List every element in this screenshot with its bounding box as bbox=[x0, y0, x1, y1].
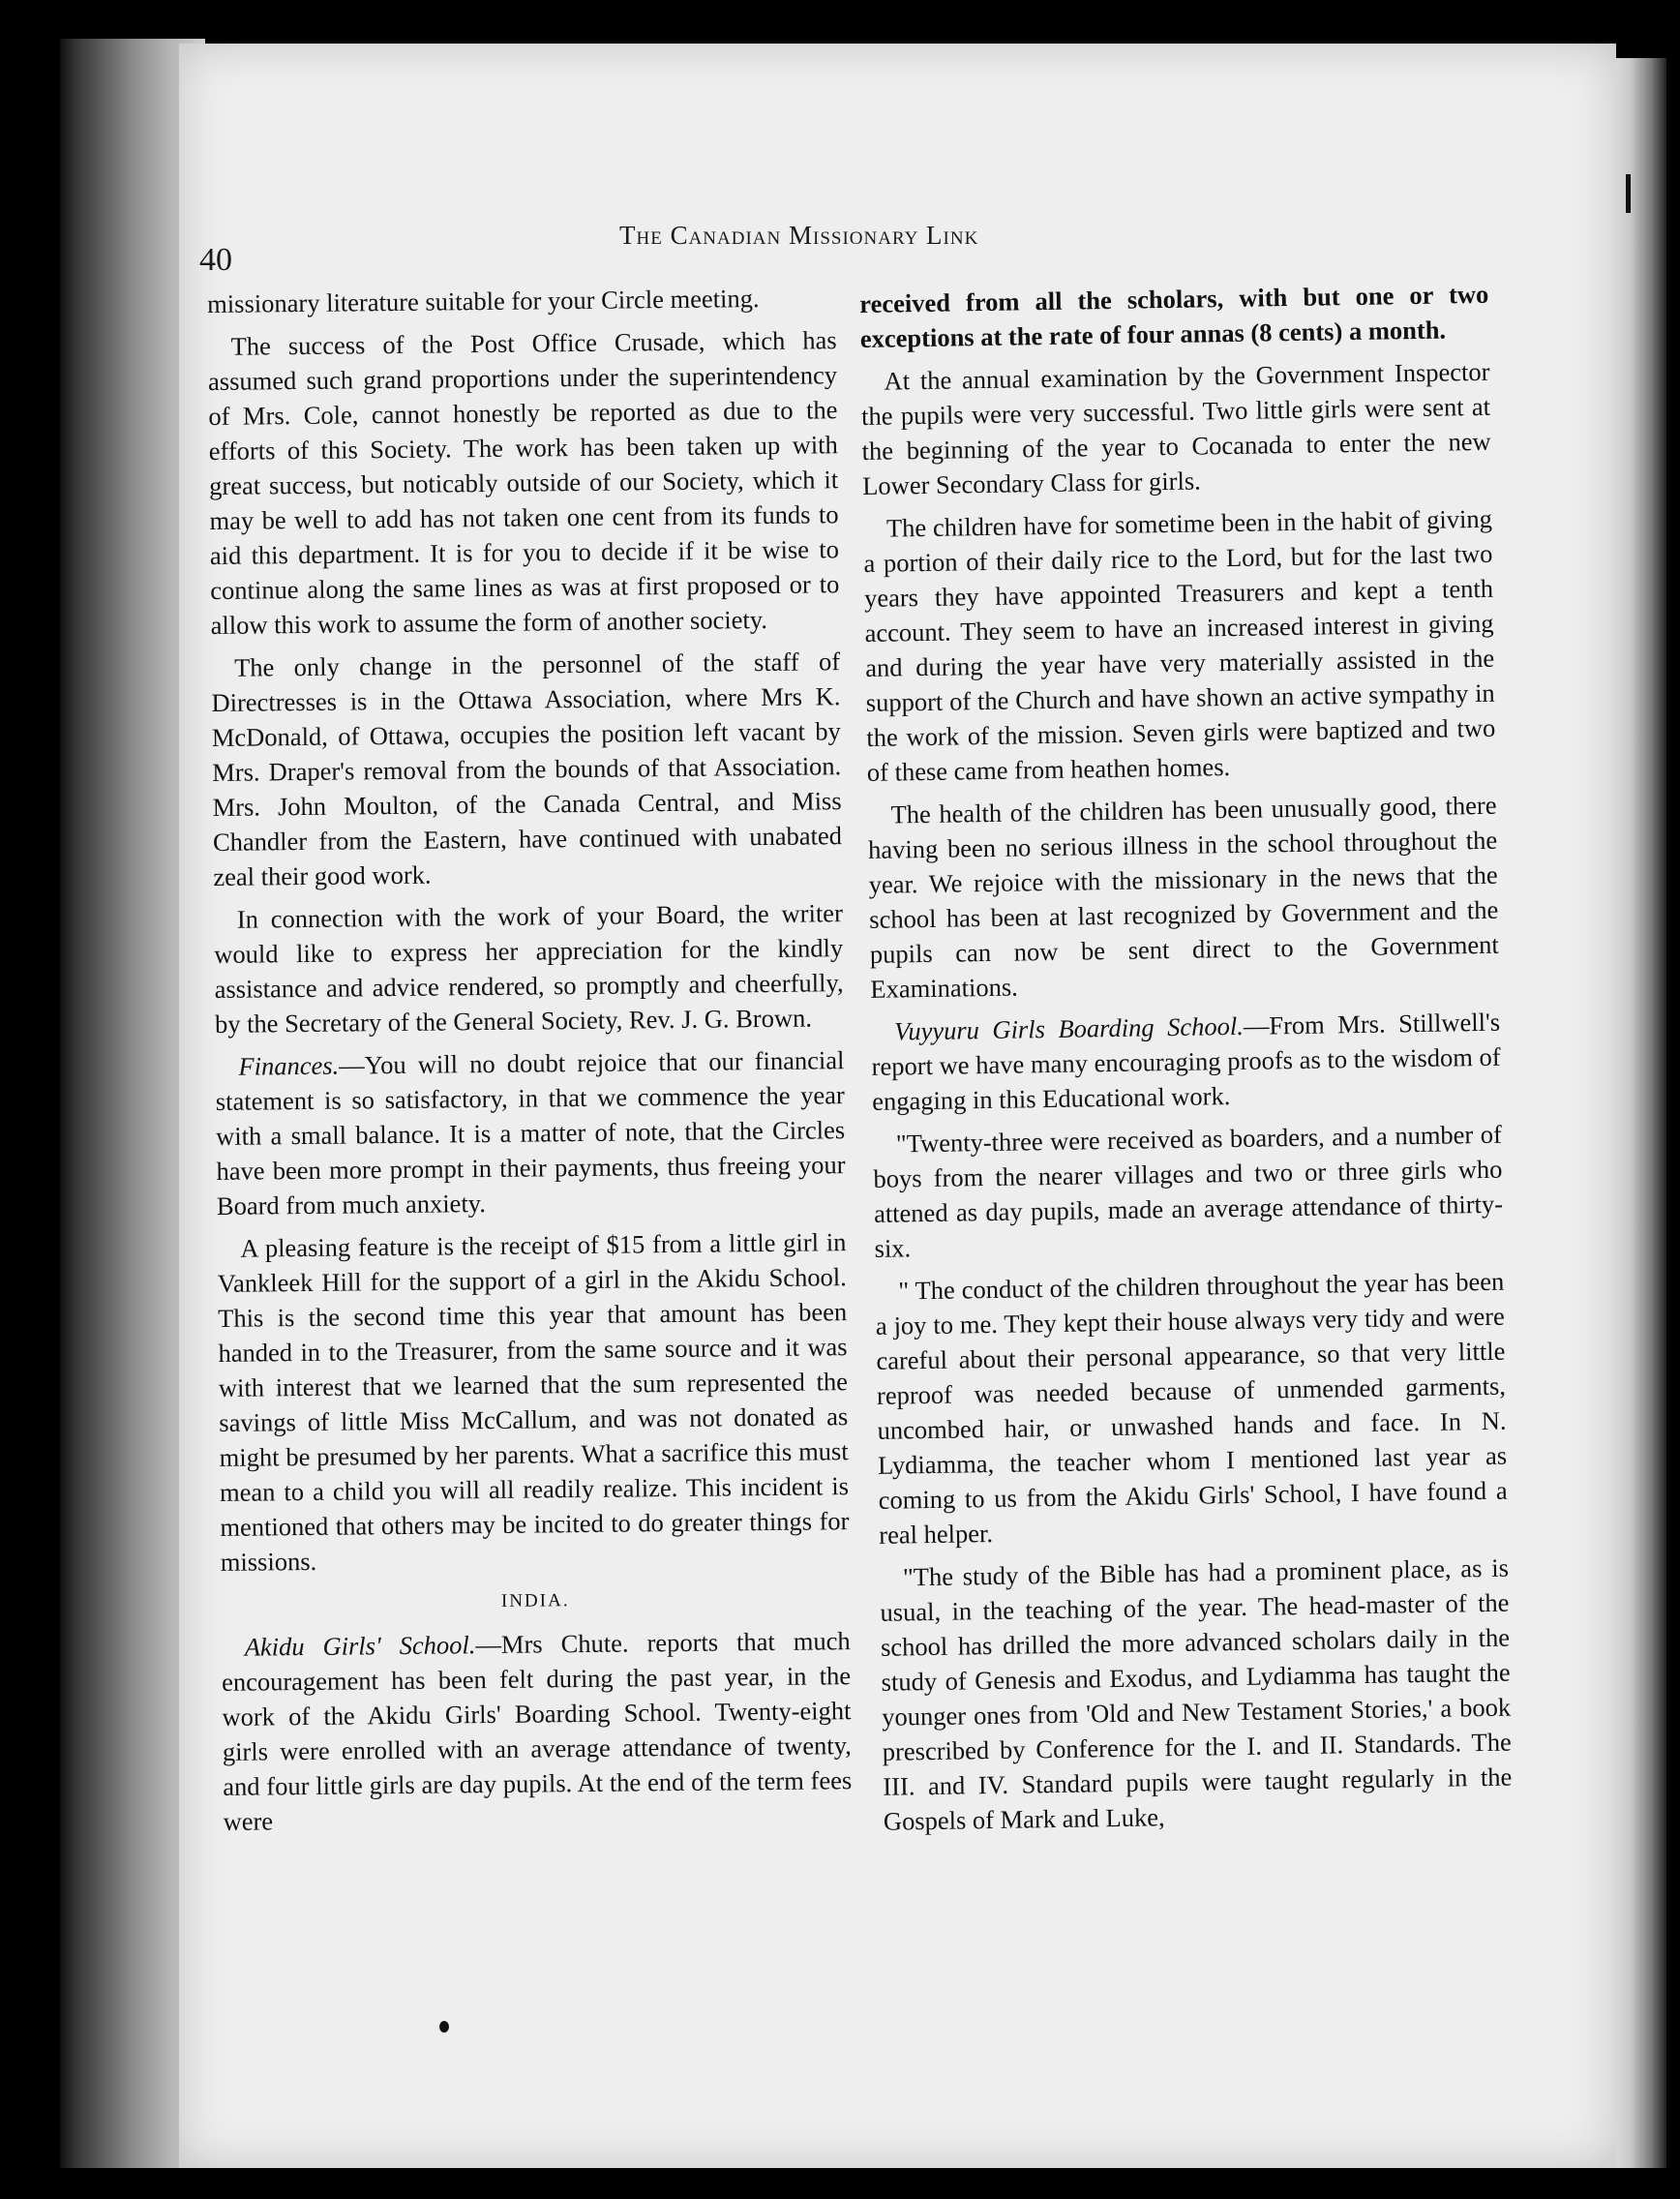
journal-title: The Canadian Missionary Link bbox=[619, 221, 979, 250]
paragraph: In connection with the work of your Board, the writer would like to express her appreciation for the kindly assistance and advice rendered, so promptly and cheerfully, by the Secretary of the General Society, Rev. J. G. Brown. bbox=[214, 898, 844, 1039]
right-column bbox=[859, 277, 1513, 1847]
paragraph-text: —Mrs Chute. reports that much encouragement has been felt during the past year, in the work of the Akidu Girls' Boarding School. Twenty-eight girls were enrolled with an average attendance of twenty, and four little girls are day pupils. At the end of the term fees were bbox=[221, 1626, 853, 1836]
paragraph: "Twenty-three were received as boarders, and a number of boys from the nearer villages and two or three girls who attened as day pupils, made an average attendance of thirty-six. bbox=[873, 1119, 1504, 1263]
paragraph: The children have for sometime been in the habit of giving a portion of their daily rice to the Lord, but for the last two years they have appointed Treasurers and kept a tenth account. They seem to have an increased interest in giving and during the year have very materially assisted in the support of the Church and have shown an active sympathy in the work of the mission. Seven girls were baptized and two of these came from heathen homes. bbox=[863, 503, 1496, 787]
paragraph: received from all the scholars, with but one or two exceptions at the rate of four annas (8 cents) a month. bbox=[859, 279, 1489, 353]
paragraph: "The study of the Bible has had a prominent place, as is usual, in the teaching of the year. The head-master of the school has drilled the more advanced scholars daily in the study of Genesis and Exodus, and Lydiamma has taught the younger ones from 'Old and New Testament Stories,' a book prescribed by Conference for the I. and II. Standards. The III. and IV. Standard pupils were taught regularly in the Gospels of Mark and Luke, bbox=[880, 1552, 1513, 1836]
paragraph: The health of the children has been unusually good, there having been no serious illness in the school throughout the year. We rejoice with the missionary in the news that the school has been at last recognized by Government and the pupils can now be sent direct to the Government Examinations. bbox=[867, 790, 1499, 1004]
runin-heading: Vuyyuru Girls Boarding School. bbox=[893, 1010, 1245, 1046]
spine-mark bbox=[1626, 174, 1631, 213]
left-column bbox=[207, 280, 853, 1847]
ink-dot bbox=[439, 2021, 449, 2033]
paragraph: The success of the Post Office Crusade, which has assumed such grand proportions under the superintendency of Mrs. Cole, cannot honestly be reported as due to the efforts of this Society. The work has been taken up with great success, but noticably outside of our Society, which it may be well to add has not taken one cent from its funds to aid this department. It is for you to decide if it be wise to continue along the same lines as was at first proposed or to allow this work to assume the form of another society. bbox=[207, 325, 840, 640]
paragraph: A pleasing feature is the receipt of $15 from a little girl in Vankleek Hill for the support of a girl in the Akidu School. This is the second time this year that amount has been handed in to the Treasurer, from the same source and it was with interest that we learned that the sum represented the savings of little Miss McCallum, and was not donated as might be presumed by her parents. What a sacrifice this must mean to a child you will all readily realize. This incident is mentioned that others may be incited to do greater things for missions. bbox=[217, 1227, 850, 1577]
paragraph-text: —From Mrs. Stillwell's report we have many encouraging proofs as to the wisdom of engaging in this Educational work. bbox=[871, 1007, 1501, 1116]
paragraph-text: —You will no doubt rejoice that our financial statement is so satisfactory, in that we commence the year with a small balance. It is a matter of note, that the Circles have been more prompt in their payments, thus freeing your Board from much anxiety. bbox=[215, 1045, 846, 1220]
paragraph: missionary literature suitable for your Circle meeting. bbox=[207, 284, 760, 318]
paragraph bbox=[215, 1042, 846, 1223]
paragraph bbox=[222, 1623, 853, 1839]
paragraph: At the annual examination by the Government Inspector the pupils were very successful. Two little girls were sent at the beginning of the year to Cocanada to enter the new Lower Secondary Class for girls. bbox=[860, 356, 1491, 500]
paragraph: " The conduct of the children throughout the year has been a joy to me. They kept their house always very tidy and were careful about their personal appearance, so that very little reproof was needed because of unmended garments, uncombed hair, or unwashed hands and face. In N. Lydiamma, the teacher whom I mentioned last year as coming to us from the Akidu Girls' School, I have found a real helper. bbox=[875, 1266, 1508, 1550]
runin-heading: Finances. bbox=[238, 1050, 340, 1081]
section-heading: INDIA. bbox=[500, 1590, 570, 1612]
runin-heading: Akidu Girls' School. bbox=[244, 1630, 476, 1662]
page-number: 40 bbox=[199, 242, 232, 278]
paragraph bbox=[871, 1005, 1502, 1119]
paragraph: The only change in the personnel of the staff of Directresses is in the Ottawa Association, where Mrs K. McDonald, of Ottawa, occupies the position left vacant by Mrs. Draper's removal from the bounds of that Association. Mrs. John Moulton, of the Canada Central, and Miss Chandler from the Eastern, have continued with unabated zeal their good work. bbox=[211, 647, 843, 891]
running-head bbox=[194, 221, 1616, 278]
